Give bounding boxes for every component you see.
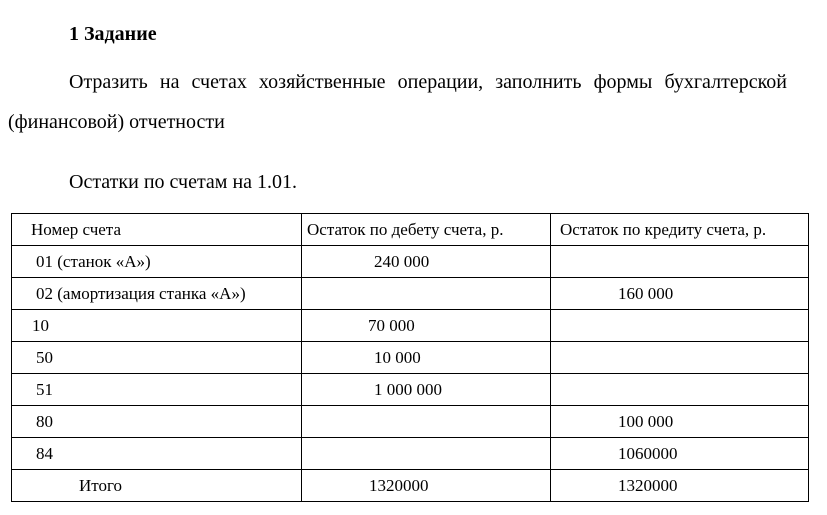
credit-cell: 100 000 [551, 406, 809, 438]
table-row [12, 374, 809, 406]
debit-cell [302, 438, 551, 470]
account-cell: 01 (станок «А») [12, 246, 302, 278]
debit-cell: 1 000 000 [302, 374, 551, 406]
account-cell: 51 [12, 374, 302, 406]
total-debit: 1320000 [302, 470, 551, 502]
header-account: Номер счета [12, 214, 302, 246]
credit-cell: 1060000 [551, 438, 809, 470]
task-heading: 1 Задание [69, 23, 157, 45]
table-header-row [12, 214, 809, 246]
table-row [12, 342, 809, 374]
credit-cell [551, 246, 809, 278]
header-debit: Остаток по дебету счета, р. [302, 214, 551, 246]
table-row [12, 310, 809, 342]
debit-cell: 240 000 [302, 246, 551, 278]
balances-title: Остатки по счетам на 1.01. [69, 171, 298, 193]
debit-cell: 10 000 [302, 342, 551, 374]
table-row [12, 278, 809, 310]
table-total-row [12, 470, 809, 502]
table-row [12, 406, 809, 438]
table-row [12, 246, 809, 278]
credit-cell [551, 374, 809, 406]
debit-cell: 70 000 [302, 310, 551, 342]
credit-cell [551, 342, 809, 374]
total-credit: 1320000 [551, 470, 809, 502]
debit-cell [302, 278, 551, 310]
header-credit: Остаток по кредиту счета, р. [551, 214, 809, 246]
balances-table [11, 213, 809, 502]
task-text: Отразить на счетах хозяйственные операции, заполнить формы бухгалтерской (финансовой) отчетности [8, 71, 787, 133]
credit-cell: 160 000 [551, 278, 809, 310]
debit-cell [302, 406, 551, 438]
total-label: Итого [12, 470, 302, 502]
credit-cell [551, 310, 809, 342]
account-cell: 50 [12, 342, 302, 374]
account-cell: 80 [12, 406, 302, 438]
account-cell: 02 (амортизация станка «А») [12, 278, 302, 310]
account-cell: 84 [12, 438, 302, 470]
account-cell: 10 [12, 310, 302, 342]
table-row [12, 438, 809, 470]
